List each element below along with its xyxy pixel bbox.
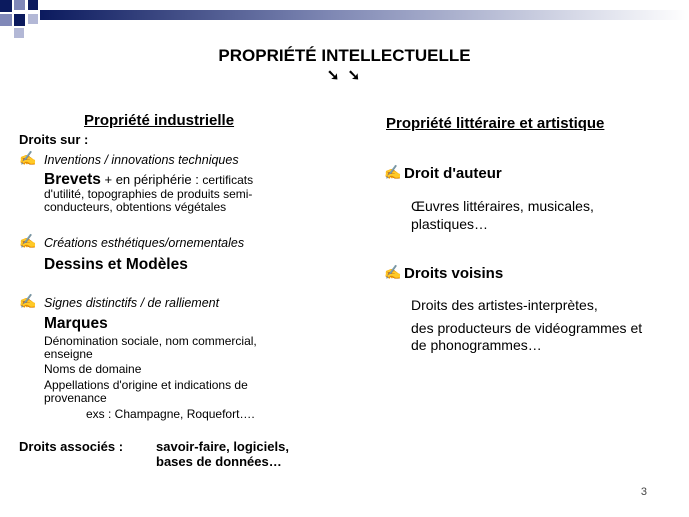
oeuvres-line2: plastiques… [411, 216, 489, 232]
voisins-line1: Droits des artistes-interprètes, [411, 297, 598, 313]
bullet-pen-icon: ✍ [384, 264, 402, 280]
right-heading: Propriété littéraire et artistique [386, 115, 605, 132]
bullet-pen-icon: ✍ [19, 150, 37, 166]
brevets-periph: + en périphérie : [100, 172, 203, 187]
droits-voisins: Droits voisins [404, 265, 504, 282]
page-number: 3 [640, 486, 647, 498]
bullet-pen-icon: ✍ [19, 293, 37, 309]
decor-square-4 [14, 14, 25, 26]
item-creations: Créations esthétiques/ornementales [44, 236, 245, 250]
droits-associes-label: Droits associés : [19, 439, 124, 454]
title-arrows-icon: ➘ ➘ [326, 67, 363, 84]
denom-line1: Dénomination sociale, nom commercial, [44, 334, 257, 348]
left-heading: Propriété industrielle [84, 112, 235, 129]
droit-auteur: Droit d'auteur [404, 165, 502, 182]
decor-square-5 [28, 14, 38, 24]
dessins-modeles: Dessins et Modèles [44, 256, 188, 273]
bullet-pen-icon: ✍ [19, 233, 37, 249]
slide-title: PROPRIÉTÉ INTELLECTUELLE [218, 46, 471, 65]
decor-square-3 [0, 14, 12, 26]
examples-line: exs : Champagne, Roquefort…. [86, 407, 255, 421]
associes-line1: savoir-faire, logiciels, [156, 439, 289, 454]
droits-sur-label: Droits sur : [19, 132, 89, 147]
decor-square-1 [0, 0, 12, 12]
voisins-line3: de phonogrammes… [411, 337, 542, 353]
brevets-line3: conducteurs, obtentions végétales [44, 200, 227, 214]
brevets-line2: d'utilité, topographies de produits semi- [44, 187, 253, 201]
voisins-line2: des producteurs de vidéogrammes et [411, 320, 643, 336]
associes-line2: bases de données… [156, 454, 282, 469]
oeuvres-line1: Œuvres littéraires, musicales, [411, 198, 594, 214]
decor-square-2 [14, 0, 25, 10]
brevets-line1-end: certificats [202, 173, 254, 187]
bullet-pen-icon: ✍ [384, 164, 402, 180]
item-inventions: Inventions / innovations techniques [44, 153, 239, 167]
marques-label: Marques [44, 315, 108, 332]
appellations-line2: provenance [44, 391, 107, 405]
denom-line2: enseigne [44, 347, 93, 361]
header-gradient-bar [40, 10, 689, 20]
decor-square-6 [14, 28, 24, 38]
noms-domaine: Noms de domaine [44, 362, 142, 376]
brevets-label: Brevets [44, 171, 101, 188]
appellations-line1: Appellations d'origine et indications de [44, 378, 248, 392]
decor-square-7 [28, 0, 38, 10]
item-signes: Signes distinctifs / de ralliement [44, 296, 220, 310]
